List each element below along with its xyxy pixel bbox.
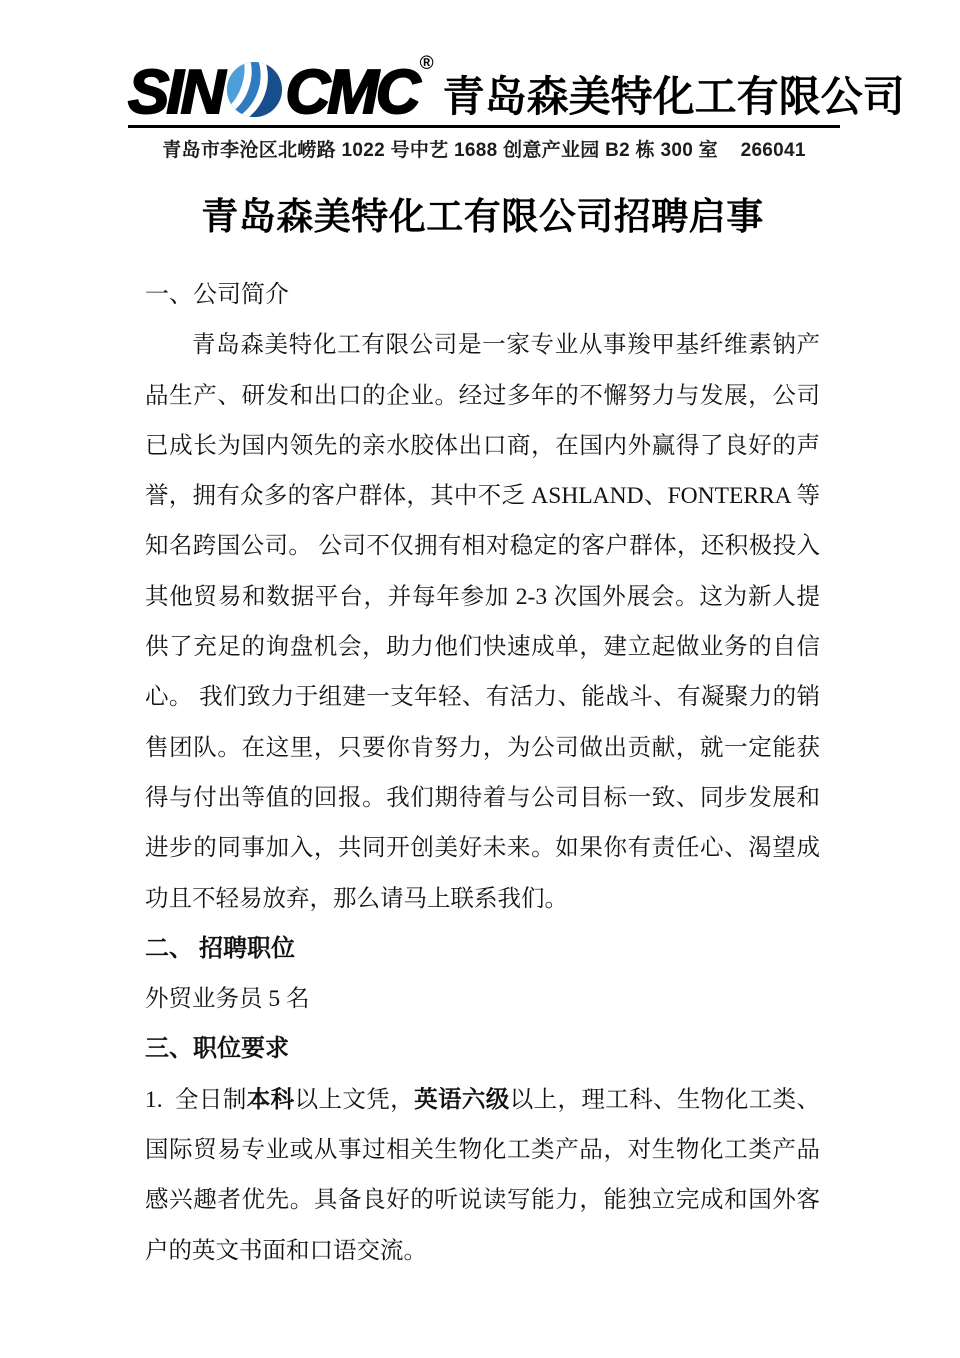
- requirement-item-1: [145, 1075, 820, 1276]
- company-intro-paragraph: 青岛森美特化工有限公司是一家专业从事羧甲基纤维素钠产品生产、研发和出口的企业。经过多年的不懈努力与发展，公司已成长为国内领先的亲水胶体出口商，在国内外赢得了良好的声誉，拥有众多的客户群体，其中不乏 ASHLAND、FONTERRA 等知名跨国公司。 公司不仅拥有相对稳定的客户群体，还积极投入其他贸易和数据平台，并每年参加 2-3 次国外展会。这为新人提供了充足的询盘机会，助力他们快速成单，建立起做业务的自信心。 我们致力于组建一支年轻、有活力、能战斗、有凝聚力的销售团队。在这里，只要你肯努力，为公司做出贡献，就一定能获得与付出等值的回报。我们期待着与公司目标一致、同步发展和进步的同事加入，共同开创美好未来。如果你有责任心、渴望成功且不轻易放弃，那么请马上联系我们。: [145, 332, 820, 912]
- company-logo: [128, 53, 905, 128]
- section-heading-company-intro: 一、公司简介: [145, 282, 289, 308]
- section-heading-requirements: 三、职位要求: [145, 1036, 289, 1063]
- section-heading-positions: 二、 招聘职位: [145, 935, 295, 962]
- position-line: 外贸业务员 5 名: [145, 986, 310, 1013]
- requirement-item-number: 1.: [145, 1086, 163, 1113]
- postal-code: 266041: [740, 140, 806, 161]
- logo-text-sin: SIN: [128, 57, 223, 127]
- striped-globe-icon: [226, 61, 283, 118]
- company-address-line: [128, 128, 840, 162]
- letterhead: [128, 53, 905, 162]
- document-title: 青岛森美特化工有限公司招聘启事: [201, 197, 764, 238]
- requirement-item-text: 全日制本科以上文凭，英语六级以上，理工科、生物化工类、国际贸易专业或从事过相关生物化工类产品，对生物化工类产品感兴趣者优先。具备良好的听说读写能力，能独立完成和国外客户的英文书面和口语交流。: [145, 1086, 821, 1264]
- company-address: 青岛市李沧区北崂路 1022 号中艺 1688 创意产业园 B2 栋 300 室: [162, 140, 718, 161]
- document-body: [145, 270, 820, 1276]
- logo-text-cmc: CMC: [285, 57, 418, 127]
- company-name: 青岛森美特化工有限公司: [442, 75, 905, 121]
- registered-trademark-icon: ®: [419, 53, 434, 74]
